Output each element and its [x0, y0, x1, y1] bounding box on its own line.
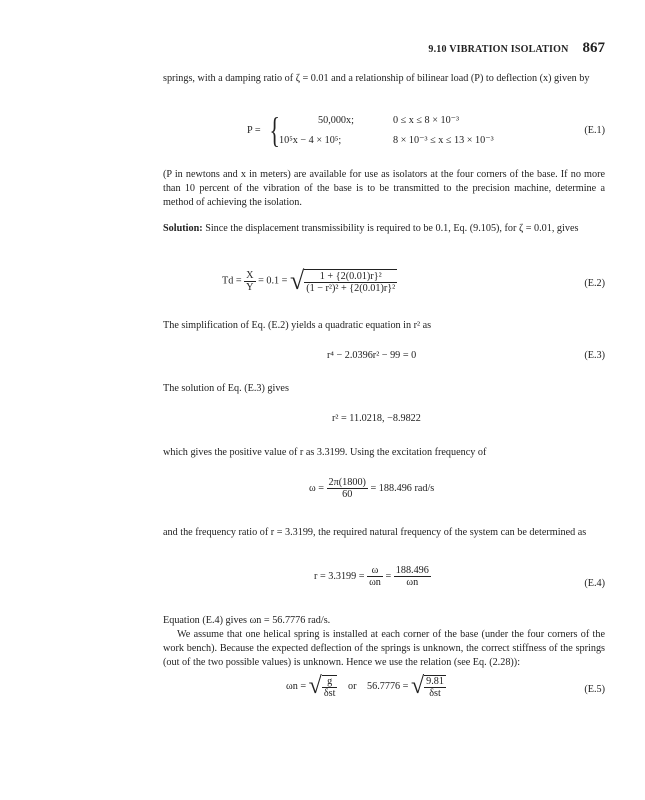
eq-e5-root2 [424, 675, 446, 699]
eq-e4: r² = 11.0218, −8.9822 [332, 413, 421, 424]
eq-e4-frac1 [367, 565, 383, 588]
eq-e1-case1-expr: 50,000x; [318, 115, 354, 126]
eq-omega-lhs: ω = [309, 482, 324, 494]
eq-e2-ratio-num: X [246, 269, 254, 281]
eq-e5-root1-num: g [322, 676, 338, 688]
eq-e5-root2-den: δst [429, 687, 441, 699]
eq-e4-lhs: r = 3.3199 = [314, 570, 365, 582]
eq-e4-ratio [314, 565, 431, 588]
eq-e5-root1 [322, 675, 338, 699]
eq-e2-radical-sign: √ [289, 266, 305, 295]
eq-e1-case1-cond: 0 ≤ x ≤ 8 × 10⁻³ [393, 115, 460, 126]
eq-e2-radicand-num: 1 + {2(0.01)r}² [304, 271, 397, 283]
eq-e1-case2-cond: 8 × 10⁻³ ≤ x ≤ 13 × 10⁻³ [393, 135, 494, 146]
solution-text: Since the displacement transmissibility is required to be 0.1, Eq. (9.105), for ζ = 0.01, gives [205, 223, 579, 234]
paragraph-frequency-ratio: and the frequency ratio of r = 3.3199, the required natural frequency of the system can be determined as [163, 527, 587, 538]
paragraph-helical-spring: We assume that one helical spring is installed at each corner of the base (under the four corners of the work bench). Because the expected deflection of the springs is unknown, the correct stiffness of the springs (out of the two possible values) is unknown. Hence we use the relation (see Eq. (2.28)): [163, 629, 605, 668]
eq-e4-frac2 [394, 565, 431, 588]
eq-e2-lhs: Td = [222, 275, 242, 287]
eq-e5-root2-num: 9.81 [426, 675, 444, 687]
eq-e2-radicand-den: (1 − r²)² + {2(0.01)r}² [306, 282, 396, 294]
eq-e2-ratio [244, 270, 255, 293]
paragraph-positive-value: which gives the positive value of r as 3.3199. Using the excitation frequency of [163, 447, 487, 458]
eq-omega-den: 60 [342, 489, 353, 500]
eq-e5-number: (E.5) [584, 684, 605, 695]
eq-e4-frac2-num: 188.496 [395, 565, 429, 576]
eq-e1-number: (E.1) [584, 125, 605, 136]
paragraph-simplification: The simplification of Eq. (E.2) yields a quadratic equation in r² as [163, 320, 432, 331]
eq-e5-or: or [347, 680, 357, 692]
eq-e5-radical1: √ [308, 673, 322, 699]
eq-e2 [222, 266, 397, 296]
running-header [428, 40, 605, 57]
paragraph-solution-of-e3: The solution of Eq. (E.3) gives [163, 383, 289, 394]
eq-e5-mid: 56.7776 = [367, 680, 409, 692]
eq-e1-brace: { [269, 110, 280, 150]
paragraph-springs: springs, with a damping ratio of ζ = 0.01 and a relationship of bilinear load (P) to deflection (x) given by [163, 73, 590, 84]
eq-e5-root1-den: δst [323, 687, 336, 699]
eq-e2-number: (E.2) [584, 278, 605, 289]
paragraph-isolators: (P in newtons and x in meters) are available for use as isolators at the four corners of the base. If no more than 10 percent of the vibration of the base is to be transmitted to the precision machine, determine a method of achieving the isolation. [163, 169, 605, 208]
eq-e4-frac2-den: ωn [406, 577, 419, 588]
eq-e2-ratio-den: Y [246, 281, 254, 293]
page-number: 867 [582, 40, 605, 56]
eq-e5-radical2: √ [410, 673, 425, 699]
eq-e2-mid: = 0.1 = [258, 275, 288, 287]
eq-e4-equals: = [385, 570, 392, 582]
paragraph-solution [163, 222, 605, 236]
eq-e1-case2-expr: 10⁵x − 4 × 10⁵; [279, 135, 342, 146]
eq-e3: r⁴ − 2.0396r² − 99 = 0 [327, 350, 417, 361]
section-title: 9.10 VIBRATION ISOLATION [428, 44, 569, 55]
eq-e5-lhs: ωn = [286, 680, 307, 692]
eq-e3-number: (E.3) [584, 350, 605, 361]
eq-omega-num: 2π(1800) [328, 477, 366, 488]
eq-e1-lhs: P = [247, 125, 261, 136]
solution-label: Solution: [163, 223, 203, 234]
eq-e2-radicand [304, 269, 397, 294]
eq-e5 [286, 673, 446, 700]
eq-e4-frac1-num: ω [367, 565, 383, 577]
eq-e4-frac1-den: ωn [369, 577, 381, 588]
eq-omega-rhs: = 188.496 rad/s [370, 482, 435, 494]
eq-omega-frac [327, 477, 368, 500]
eq-omega [309, 477, 434, 500]
eq-e4-number: (E.4) [584, 578, 605, 589]
paragraph-e4-result: Equation (E.4) gives ωn = 56.7776 rad/s. [163, 615, 331, 626]
